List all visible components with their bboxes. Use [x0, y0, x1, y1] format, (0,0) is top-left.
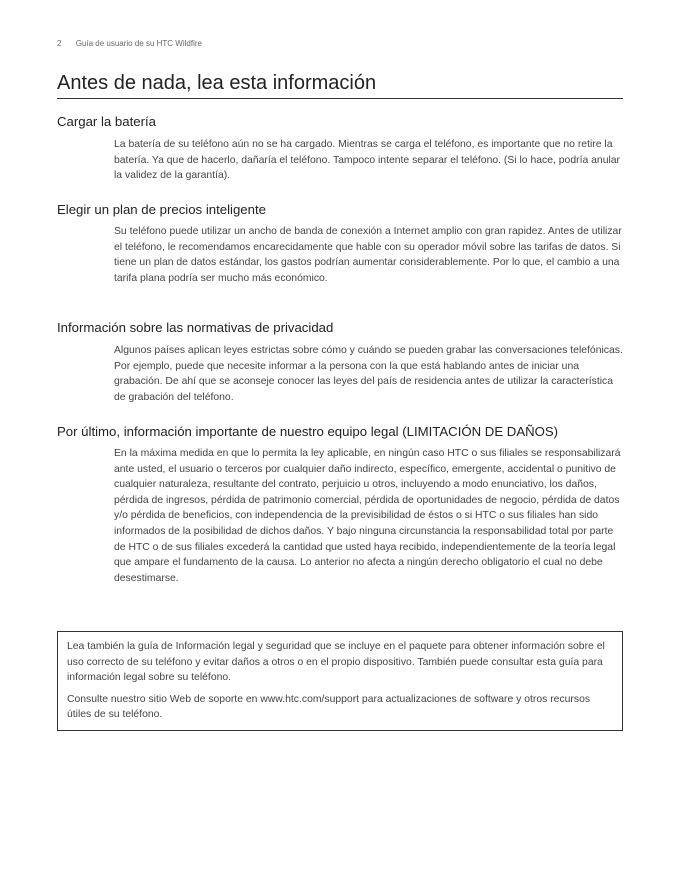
section-heading-battery: Cargar la batería — [57, 114, 156, 129]
running-header — [57, 39, 202, 48]
page-title: Antes de nada, lea esta información — [57, 70, 623, 99]
section-body-battery: La batería de su teléfono aún no se ha cargado. Mientras se carga el teléfono, es importante que no retire la batería. Ya que de hacerlo, dañaría el teléfono. Tampoco intente separar el teléfono. (Si lo hace, podría anular la validez de la garantía). — [114, 139, 621, 182]
section-heading-privacy: Información sobre las normativas de privacidad — [57, 320, 334, 335]
page-number: 2 — [57, 39, 62, 48]
section-heading-legal: Por último, información importante de nuestro equipo legal (LIMITACIÓN DE DAÑOS) — [57, 424, 559, 439]
section-body-privacy: Algunos países aplican leyes estrictas sobre cómo y cuándo se pueden grabar las conversaciones telefónicas. Por ejemplo, puede que necesite informar a la persona con la que está hablando antes de iniciar una grabación. De ahí que se aconseje conocer las leyes del país de residencia antes de utilizar la característica de grabación del teléfono. — [114, 345, 623, 403]
section-heading-pricing: Elegir un plan de precios inteligente — [57, 202, 266, 217]
notice-paragraph-legal-guide: Lea también la guía de Información legal y seguridad que se incluye en el paquete para obtener información sobre el uso correcto de su teléfono y evitar daños a otros o en el propio dispositivo. También puede consultar esta guía para información legal sobre su teléfono. — [67, 641, 605, 684]
section-body-legal: En la máxima medida en que lo permita la ley aplicable, en ningún caso HTC o sus filiales se responsabilizará ante usted, el usuario o terceros por cualquier daño indirecto, específico, emergente, accidental o punitivo de cualquier naturaleza, resultante del contrato, perjuicio u otros, incluyendo a modo enunciativo, los daños, pérdida de ingresos, pérdida de patrimonio comercial, pérdida de oportunidades de negocio, pérdida de datos y/o pérdida de beneficios, con independencia de la previsibilidad de éstos o si HTC o sus filiales han sido informados de la posibilidad de dichos daños. Y bajo ninguna circunstancia la responsabilidad total por parte de HTC o de sus filiales excederá la cantidad que usted haya recibido, independientemente de la teoría legal que ampare el fundamento de la causa. Lo anterior no afecta a ningún derecho obligatorio el cual no debe desestimarse. — [114, 448, 621, 584]
notice-paragraph-support-site: Consulte nuestro sitio Web de soporte en www.htc.com/support para actualizaciones de software y otros recursos útiles de su teléfono. — [67, 693, 591, 721]
section-body-pricing: Su teléfono puede utilizar un ancho de banda de conexión a Internet amplio con gran rapidez. Antes de utilizar el teléfono, le recomendamos encarecidamente que hable con su operador móvil sobre las tarifas de datos. Si tiene un plan de datos estándar, los gastos podrían aumentar considerablemente. Por lo que, el cambio a una tarifa plana podría ser mucho más económico. — [114, 226, 622, 284]
running-title: Guía de usuario de su HTC Wildfire — [75, 39, 202, 48]
notice-box — [57, 631, 623, 731]
